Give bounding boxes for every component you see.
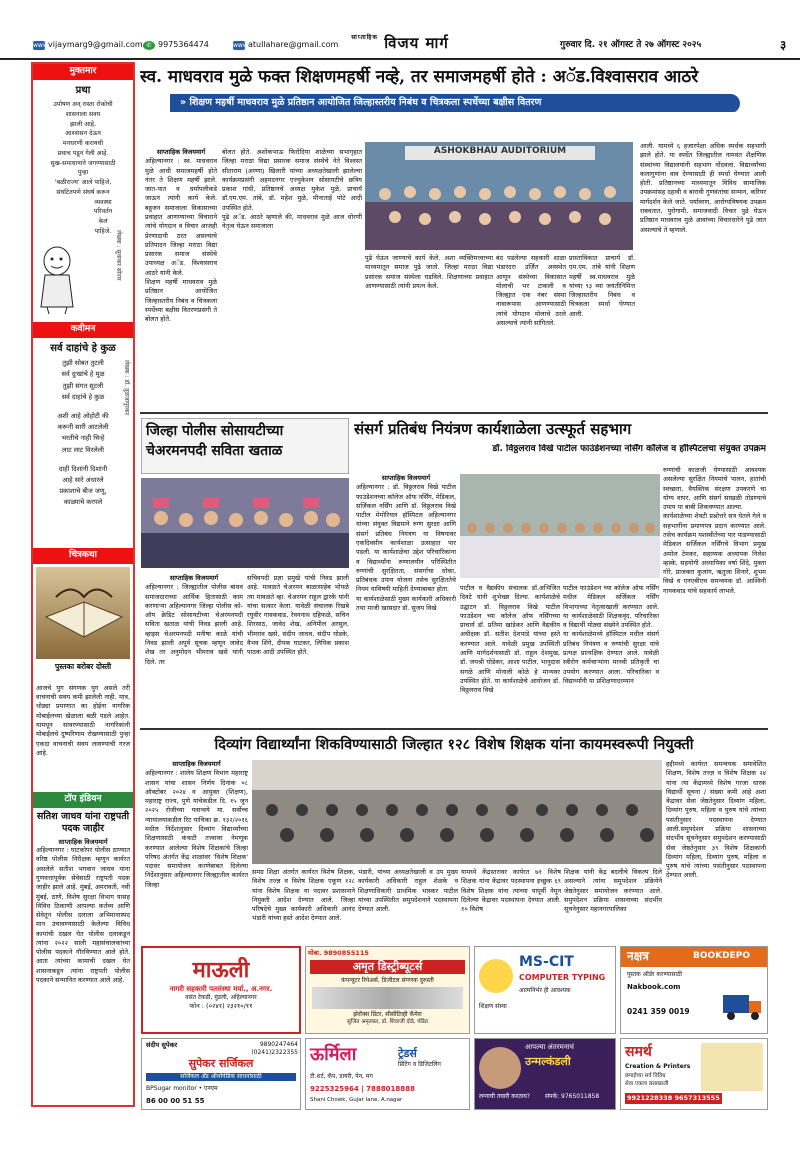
story2-column <box>247 574 349 726</box>
column-text: सचिवपदी प्रज्ञा प्रमुखे यांची निवड झाली आहे. मावळते चेअरमन बाळासाहेब भोपळे त्या मावळते व्हा. चेअरमन राहुल द्वारके यांनी यांचा सत्कार केला. यावेळी संचालक रिखबे रघुवीर गावकवाड, रेवननाथ दहिफळे, सचिन शिरसाठ, जावेद शेख, अनिमील अरसुल, भीमराव खसे, संदीप जाधव, संदीप घोडके, वैभव शिंगे, दीपक घाटकर, लिपिक प्रकाश पाठक आदी उपस्थित होते. <box>247 574 349 657</box>
poem-pratha <box>33 100 133 322</box>
ad-wedding[interactable] <box>474 1038 616 1110</box>
story1-headline-wrap <box>140 64 765 90</box>
poem-line: सर्व दुःखांचे हे मूळ <box>61 370 105 379</box>
email2-text: atullahare@gmail.com <box>248 40 339 49</box>
poem-line: संघटितपणे संघर्ष करून <box>56 188 110 196</box>
poem-line: झाली आहे, <box>69 120 97 128</box>
email2-item <box>233 40 338 51</box>
ad-line: टी.शर्ट, कॅप, डायरी, पेन, मग <box>310 1073 373 1080</box>
ad-line: पुस्तक ऑर्डर करण्यासाठी <box>627 971 682 978</box>
byline: साप्ताहिक विजयमार्ग <box>58 837 108 846</box>
ad-samarth-printers[interactable] <box>620 1038 768 1110</box>
ad-brand: आपल्या अंतरमनाचं <box>525 1043 574 1051</box>
poem-line: शासनाला सवय <box>65 110 101 118</box>
poem-line: आहे सारे अंधारले <box>62 475 104 484</box>
ad-line: शिक्षण संस्था <box>479 1003 507 1010</box>
book-image <box>36 567 130 659</box>
hall-audience-icon <box>252 760 662 864</box>
story1-column <box>496 254 566 410</box>
poem-line: तुझी संगत सुटली <box>62 381 104 390</box>
poem-line: व्यवस्था <box>94 198 112 206</box>
ad-brand: BOOKDEPO <box>693 951 751 961</box>
ad-mscit[interactable] <box>474 946 616 1034</box>
ad-brand: माऊली <box>192 957 250 983</box>
story2-headline-box <box>141 418 349 474</box>
poem-line: पाहिजे. <box>94 227 112 235</box>
byline-vertical: लेखक : सुधाकर सोनार <box>115 230 122 281</box>
column-text: अहिल्यानगर : जिल्ह्यातील पोलीस बांधव समाजदाराच्या आर्थिक हितासाठी काम करणाऱ्या अहिल्यानगर जिल्हा पोलीस को-ऑप क्रेडिट सोसायटीच्या चेअरमनपदी सविता खताळ यांची निवड झाली आहे. व्हाइस चेअरमनपदी मनीषा काळे यांची निवड झाली अपूर्व सूचक म्हणून जावेद शेख तर अनुमोदन भीमराव खसे यांनी दिले. तर <box>145 583 243 666</box>
byline: साप्ताहिक विजयमार्ग <box>169 574 219 582</box>
ad-brand: अमृत डिस्ट्रीब्यूटर्स <box>310 960 465 975</box>
ad-brand: नक्षत्र <box>627 949 649 963</box>
poem-title-pratha: प्रथा <box>75 84 91 96</box>
story1-column <box>365 254 493 410</box>
ad-phone: संपर्क: 9765011858 <box>545 1093 600 1100</box>
story4-column <box>358 868 458 942</box>
ad-phone: 9890247464 (0241)2322355 <box>251 1041 298 1056</box>
teachers-hall-photo <box>252 760 662 864</box>
section-band-muktmar: मुक्तमार <box>33 64 133 80</box>
story3-headline-wrap <box>354 418 766 440</box>
ad-address: Shani Chowk, Gujar lane, A.nagar <box>310 1097 403 1103</box>
ad-website: Nakbook.com <box>627 983 681 991</box>
byline: साप्ताहिक विजयमार्ग <box>381 474 431 482</box>
ad-phone: 86 00 00 51 55 <box>146 1097 205 1105</box>
whatsapp-icon: ✆ <box>143 41 155 50</box>
story4-column <box>564 868 662 942</box>
chitrakatha-text: आजचे युग संगणक युग असले तरी वाचनाची सवय कमी झालेली नाही. मात्र, थोड्या प्रमाणात का होईना नागरिक मोबाईलच्या खेळाला बळी पडले आहेत. यामधून सावरण्यासाठी नागरिकांनी मोबाईलचे दुष्परिणाम रोखण्यासाठी पुन्हा एकदा वाचनाची सवय लावण्याची गरज आहे. <box>36 683 130 757</box>
ad-brand: समर्थ <box>625 1044 652 1060</box>
award-photo <box>365 142 633 250</box>
poem-line: 'बळीराज्य' आले पाहिजे, <box>54 179 112 187</box>
image-caption: पुस्तका बरोबर दोस्ती <box>54 662 112 671</box>
column-text: रुग्णांची काळजी घेण्यासाठी आवश्यक असलेल्या सुरक्षित नियमांचे पालन, हातांची स्वच्छता, वैयक्तिक संरक्षण उपकरणे चा योग्य वापर, आणि संसर्ग साखळी तोडण्याचे उपाय या बाबी शिकवण्यात आल्या. कार्यशाळेच्या शेवटी प्रश्नोत्तरे सत्र घेतले गेले व सहभागींना प्रमाणपत्र प्रदान करण्यात आले. तसेच कार्यक्रम यशस्वीतेच्या पार पाडण्यासाठी मेडिकल सर्जिकल नर्सिंगचे विभाग प्रमुख अमोल टेमकर, सहाय्यक अध्यापक निलेश म्हस्के, सहयोगी अध्यापिका वर्षा शिंदे, मुक्ता गोरे, प्राजक्ता कुलांग, ऋतुजा शिनारे, शुभम विखे व एनएबीएच समन्वयक डॉ. आश्विनी गायकवाड यांचे सहकार्य लाभले. <box>663 466 766 595</box>
column-text: शिक्षक यांनी केंद्र बदलीचे विकल्प दिले असल्याने त्यांना समुपदेशन प्रक्रियेने जेष्ठतेनुसार समायोजन करण्यात आले. समुपदेशन प्रक्रिया शासनाच्या संदर्भीय सूचनेनुसार महानगरपालिका <box>564 868 662 914</box>
story3-column <box>356 474 456 726</box>
page-number: ३ <box>780 38 787 52</box>
poem-line: पुन्हा <box>77 169 89 177</box>
top-bar <box>0 0 800 60</box>
story2-column <box>145 574 243 726</box>
column-text: अहिल्यानगर : स्व. माधवराव मुळे आधी समाजमहर्षी होते नंतर ते शिक्षण महर्षी झाले. जात-पात व धर्मापलीकडे जाऊन त्यांनी कार्य केले. बहुजन समाजाला विकासाच्या प्रवाहात आणण्याच्या विचाराने त्यांचे योगदान व विचार आजही प्रेरणादायी ठरत असल्याचे प्रतिपादन जिल्हा मराठा विद्या प्रसारक समाज संस्थेचे उपाध्यक्ष अॅड. विश्वासराव आठरे यांनी केले. शिक्षण महर्षी माधवराव मुळे प्रतिष्ठान आयोजित जिल्हास्तरीय निबंध व चित्रकला स्पर्धेच्या बक्षीस वितरणप्रसंगी ते बोलत होते. <box>145 157 217 324</box>
section-band-chitrakatha: चित्रकथा <box>33 548 133 564</box>
column-text: आली. यामध्ये ६ हजारपेक्षा अधिक स्पर्धक सहभागी झाले होते. या स्पर्धेत जिल्ह्यातील नामवंत शैक्षणिक संस्थांच्या विद्यालयांनी सहभाग नोंदवला. विद्यार्थ्यांच्या कलागुणांना वाव देण्यासाठी ही स्पर्धा घेण्यात आली होती. प्रतिष्ठानच्या माध्यमातून विविध सामाजिक उपक्रमांसह दहावी व बारावी गुणवंतांचा सन्मान, करियर मार्गदर्शन केले जाते. पर्यावरण, आरोग्यविषयक उपक्रम राबवतात, पुरोगामी, समाजवादी विचार पुढे घेऊन प्रतिष्ठान माधवराव मुळे आवांच्या विचारधारेने पुढे जात असल्याचे ते म्हणाले. <box>640 142 766 234</box>
poem-line: करूनी सारी आटलेली <box>57 423 109 432</box>
ad-phone: 0241 359 0019 <box>627 1007 690 1016</box>
story3-column <box>663 466 766 726</box>
poem-line: भरतीचे नाही चिन्हे <box>61 434 105 443</box>
ad-line: लग्नाची तयारी करताय? <box>479 1093 530 1100</box>
story1-column <box>145 148 217 410</box>
masthead <box>335 34 465 54</box>
product-images <box>312 987 463 1009</box>
story2-headline: जिल्हा पोलीस सोसायटीच्या चेअरमनपदी सविता खताळ <box>146 423 284 460</box>
story1-column <box>222 148 362 410</box>
auditorium-sign: ASHOKBHAU AUDITORIUM <box>405 146 595 160</box>
byline: साप्ताहिक विजयमार्ग <box>156 148 206 156</box>
ad-line: सेवा एकाच छताखाली <box>625 1081 669 1087</box>
divider <box>140 728 768 730</box>
divider <box>140 412 768 414</box>
poem-line: दाही दिशांनी दिशांनी <box>58 464 108 473</box>
ad-supekar-surgical[interactable] <box>141 1038 301 1110</box>
web-icon: www <box>233 41 248 49</box>
logo-icon <box>479 959 513 993</box>
news-headline-satish: सतिश जाधव यांना राष्ट्रपती पदक जाहीर <box>36 810 130 834</box>
phone-text: 9975364474 <box>158 40 209 49</box>
ad-line: छपाईच्या सर्व विविध <box>625 1073 666 1079</box>
ad-nakshatra[interactable] <box>620 946 768 1034</box>
column-text: प्रास्ताविकात प्राचार्य डॉ. एम.एम. तांबे यांनी शिक्षण महर्षी स्व.माधवराव मुळे यांच्या ९३ व्या जयंतीनिमित्त जिल्हास्तरीय निबंध व चित्रकला स्पर्धा घेण्यात आली. <box>569 254 635 318</box>
poem-dah <box>33 358 133 548</box>
poem-title-dah: सर्व दाहांचे हे कुळ <box>50 342 116 354</box>
poem-line: लाट लाट विरलेली <box>62 445 104 454</box>
ad-line: BPSugar monitor • एनएम <box>146 1085 218 1092</box>
phone-item <box>143 40 209 51</box>
story3-column <box>563 474 659 726</box>
byline: साप्ताहिक विजयमार्ग <box>172 760 221 768</box>
poem-line: आश्वासन देऊन <box>65 130 101 138</box>
ad-line: प्रिंटिंग व डिजिटलिंग <box>398 1061 441 1068</box>
byline-vertical: लेखक : डॉ. तुळजापूरकर <box>123 360 130 416</box>
ad-line: कंपन्यूटर रिपेअर्स, डिजीटल संगणक दुरुस्ती <box>341 977 434 985</box>
story4-column <box>461 868 561 942</box>
satish-news-text: अहिल्यानगर : घाटकोपर पोलीस ठाण्यात वरिष्ठ पोलीस निरीक्षक म्हणून कार्यरत असलेले सतीश भगवान जाधव यांना गुणवत्तापूर्वक सेवेसाठी राष्ट्रपती पदक जाहीर झाले आहे. मुंबई, अमरावती, नवी मुंबई, ठाणे, विशेष सुरक्षा विभाग यासह विविध ठिकाणी आपल्या कर्तव्य आणि सेवेतून पोलीस दलाला अभिमानास्पद मान उंचावण्यासाठी केलेल्या विविध कामांची दखल घेत पोलीस दलाकडून त्यांना २०२२ साली महासंचालकांच्या पोलीस पदकाने गौरविण्यात आले होते. आता त्यांच्या कामाची दखल घेत शासनाकडून त्यांना राष्ट्रपती पोलीस पदकाने सन्मानित करण्यात आले आहे. <box>36 846 130 985</box>
ad-line: वसंत टेकडी, मुंडली, अहिल्यानगर <box>185 994 257 1002</box>
ad-brand: ऊर्मिला <box>310 1044 357 1065</box>
web-icon: www <box>33 41 48 49</box>
poem-line: प्रथाच पडून गेली आहे. <box>57 149 109 157</box>
column-text: यामध्ये केंद्रस्तरावर कार्यरत ७१ विशेष शिक्षक यांना केंद्रावर पदस्थापना इच्छुक ६९ विशेष शिक्षक यांना त्यांच्या यापूर्वी नेमून दिलेल्या केंद्रावर पदस्थापना देण्यात आली. १० विशेष <box>461 868 561 914</box>
story1-subheading: » शिक्षण महर्षी माधवराव मुळे प्रतिष्ठान आयोजित जिल्हास्तरीय निबंध व चित्रकला स्पर्धेच्या बक्षीस वितरण <box>170 94 740 112</box>
baby-photo <box>479 1047 521 1089</box>
story4-column <box>666 760 766 942</box>
ad-line: सुजित अमृतकर, डॉ. शिवाजी दोडे, पंडित <box>347 1018 428 1025</box>
column-text: समग्र शिक्षा अंतर्गत कार्यरत विशेष शिक्षक, विशेष तज्ज्ञ व विशेष शिक्षक एकूण १२८ यांना विशेष शिक्षक या पदावर प्रशासनाने नियुक्ती आदेश देण्यात आले. जिल्हा परिषदेचे मुख्य कार्यकारी अधिकारी आनंद भंडारी यांच्या हस्ते आदेश देण्यात आले. <box>252 868 355 923</box>
group-photo-icon <box>141 478 349 568</box>
story1-subheading-wrap <box>170 94 740 112</box>
ad-phone: 9225325964 | 7888018888 <box>310 1085 415 1093</box>
ad-phone: मोबा. 9890855115 <box>308 949 369 957</box>
print-services-list <box>701 1043 763 1091</box>
left-sidebar <box>31 62 135 1107</box>
story1-headline: स्व. माधवराव मुळे फक्त शिक्षणमहर्षी नव्हे, तर समाजमहर्षी होते : अॅड.विश्वासराव आठरे <box>140 67 699 87</box>
column-text: भंडारी, यांच्या अध्यक्षतेखाली व उप मुख्य कार्यकारी अधिकारी राहुल शेळके व शिक्षणाधिकारी प्राथमिक भास्कर पाटील यांच्या उपस्थितीत समुपदेशनाने पदस्थापना देण्यात आली. <box>358 868 458 914</box>
ad-line: आत्मनिर्भर ही आवश्यक <box>519 987 571 994</box>
ad-urmila-traders[interactable] <box>305 1038 470 1110</box>
story3-headline: संसर्ग प्रतिबंध नियंत्रण कार्यशाळेला उत्स्फूर्त सहभाग <box>354 420 632 438</box>
column-text: बोलत होते. अशोकभाऊ फिरोदिया शाळेच्या सभागृहात जिल्हा मराठा विद्या प्रसारक समाज संस्थेचे नेते विश्वस्त सीताराम (अण्णा) खिलारी यांच्या अध्यक्षतेखाली झालेल्या कार्यक्रमप्रसंगी अहमदनगर एज्युकेशन सोसायटीचे छत्रिय प्रकाश गांधी, प्रतिष्ठानचे अध्यक्ष मुकेश मुळे, प्राचार्य डॉ.एम.एम. तांबे, डॉ. महेश मुळे, मीनाताई पोटे आदी उपस्थित होते. पुढे अॅड. आठरे म्हणाले की, माधवराव मुळे आज धोरणी नेतृत्व घेऊन समाजाला <box>222 148 362 231</box>
story4-column <box>145 760 248 942</box>
story3-column <box>460 584 560 726</box>
ad-line: सर्जिकल अँड ऑर्थोपेडिक साधनांसाठी <box>146 1073 296 1081</box>
poem-line: मनधरणी करायची <box>62 140 104 148</box>
book-icon <box>36 567 132 653</box>
column-text: हद्दीमध्ये कार्यरत समन्वयक समावेशित शिक्षण, विशेष तज्ज्ञ व विशेष शिक्षक २४ यांना त्या केंद्रामध्ये विशेष गरजा धारक विद्यार्थी सूचना / संख्या कमी आहे अशा केंद्रावर सेवा जेष्ठतेनुसार दिव्यांग महिला, दिव्यांग पुरुष, महिला व पुरुष यांचे त्यांच्या पसंतीनुसार पदस्थापना देण्यात आली.समुपदेशन प्रक्रिया शासनाच्या संदर्भीय सूचनेनुसार समुपदेशन करण्यासाठी सेवा जेष्ठतेनुसार ३९ विशेष शिक्षकांनी दिव्यांग महिला, दिव्यांग पुरुष, महिला व पुरुष यांचे त्यांच्या पसंतीनुसार पदस्थापना देण्यात आली. <box>666 760 766 880</box>
poem-line: अशी आहे ओहोटी की <box>57 411 109 420</box>
ad-phone: 9921228338 9657313555 <box>627 1094 720 1102</box>
poem-line: उपोषण अन् रास्ता रोकोची <box>53 101 113 109</box>
ad-mauli[interactable] <box>141 946 301 1034</box>
story3-subheading: डॉ. विठ्ठलराव विखे पाटील फाउंडेशनच्या नर्सिंग कॉलेज व हॉस्पिटलचा संयुक्त उपक्रम <box>492 444 766 454</box>
poem-line: केलं <box>98 218 108 226</box>
ad-amrut-distributors[interactable] <box>305 946 470 1034</box>
poem-line: परिवर्तन <box>93 208 113 216</box>
story1-column <box>569 254 635 410</box>
column-text: अहिल्यानगर : शालेय शिक्षण विभाग महाराष्ट्र शासन यांचा शासन निर्णय दिनांक ०८ ऑक्टोबर २०२४ व आयुक्त (शिक्षण), महाराष्ट्र राज्य, पुणे यांचेकडील दि. १५ जुन २०२५ रोजीच्या पत्रान्वये मा. सर्वोच्च न्यायालयाकडील रिट याचिका क्र. १३२/२०१६ मधील निर्देशानुसार दिव्यांग विद्यार्थ्यांच्या शिक्षणासाठी कंत्राटी तत्त्वावर नेमणूक करण्यात आलेल्या विशेष शिक्षकांचे जिल्हा परिषद अंतर्गत केंद्र शाळांवर 'विशेष शिक्षक' पदावर समायोजन करणेबाबत दिलेल्या निर्देशानुसार अहिल्यानगर जिल्ह्यातील कार्यरत जिल्हा <box>145 769 248 889</box>
delivery-truck-icon <box>721 987 765 1023</box>
issue-date: गुरुवार दि. २१ ऑगस्ट ते २७ ऑगस्ट २०२५ <box>560 40 702 50</box>
ad-line: झेरॉक्स प्रिंटर, सीसीटिव्ही कॅमेरा <box>353 1011 422 1018</box>
poem-line: काळ्याचे करपले <box>63 498 103 507</box>
poem-line: तुझी सोबत तुटली <box>62 359 104 368</box>
ad-brand: ट्रेडर्स <box>398 1047 417 1060</box>
story4-headline-wrap <box>140 733 768 757</box>
column-text: पाटील व वैद्यकीय संचालक डॉ.अभिजित दिवटे यांनी शुभेच्छा दिल्या. कार्यशाळेचे उद्घाटन डॉ. विठ्ठलराव विखे पाटील फाउंडेशन च्या कॉलेज ऑफ नर्सिंगच्या प्राचार्य डॉ. प्रतिमा खांडेकर आणि वैद्यकीय अधीक्षक डॉ. सतीश देशपांडे यांच्या हस्ते करण्यात आले. यावेळी प्रमुख उपस्थिती आणि मार्गदर्शनासाठी डॉ. राहुल देशमुख, डॉ. जयश्री घोडेकर, आशा पाटील, भानुदास सगळे आणि मोनाली कोळे हे मान्यवर उपस्थित होते. या कार्यशाळेचे आयोजन डॉ. विठ्ठलराव विखे <box>460 584 560 695</box>
email-item <box>33 40 143 51</box>
ad-tagline: COMPUTER TYPING <box>519 973 606 982</box>
section-band-kaviman: कवीमन <box>33 322 133 338</box>
ad-brand: सुपेकर सर्जिकल <box>188 1057 254 1070</box>
crowd-photo-icon <box>365 142 633 250</box>
poem-line: सर्व दाहांचे हे कुळ <box>61 392 105 401</box>
masthead-small: साप्ताहिक <box>351 34 378 41</box>
ad-brand: Creation & Printers <box>625 1063 691 1070</box>
ad-line: नागरी सहकारी पतसंस्था मर्या., अ.नगर. <box>169 985 273 994</box>
ad-owner: संदीप सुपेकर <box>146 1041 178 1049</box>
section-band-top-indian: टॉप इंडियन <box>33 792 133 808</box>
cartoon-figure-icon <box>37 245 81 315</box>
story4-column <box>252 868 355 942</box>
police-society-photo <box>141 478 349 568</box>
column-text: बंद पडलेल्या सहकारी शाळा भंडारदरा उर्जित अवस्थेत आणून संस्थेच्या विकासात मोलाची भर टाकली व जिल्ह्यात एक नंबर संस्था नावारूपास आणण्यासाठी त्यांचे योगदान मोलाचे ठरले असल्याचे त्यांनी सांगितले. <box>496 254 566 327</box>
masthead-title: विजय मार्ग <box>384 34 449 52</box>
email-text: vijaymarg9@gmail.com <box>48 40 143 49</box>
column-text: अहिल्यानगर : डॉ. विठ्ठलराव विखे पाटील फाउंडेशनच्या कॉलेज ऑफ नर्सिंग, मेडिकल, सर्जिकल नर्सिंग आणि डॉ. विठ्ठलराव विखे पाटील मेमोरियल हॉस्पिटल अहिल्यानगर यांच्या संयुक्त विद्यमाने रुग्ण सुरक्षा आणि संसर्ग प्रतिबंध नियंत्रण या विषयावर एकदिवसीय कार्यशाळा उत्साहात पार पडली. या कार्यशाळेचा उद्देश परिचारिकांना व विद्यार्थ्यांना रुग्णालयीन परिस्थितीत रुग्णांची सुरक्षितता, संसर्गाचा धोका, प्रतिबंधक उपाय योजना तसेच सुरक्षिततेचे नियम याविषयी माहिती देण्याबाबत होता. या कार्यशाळेसाठी मुख्य कार्यकारी अधिकारी तथा माजी खासदार डॉ. सुजय विखे <box>356 483 456 612</box>
ad-phone: फोन : (०२४१) २३२१०/११ <box>189 1002 253 1011</box>
ad-brand: MS-CIT <box>519 954 574 970</box>
column-text: पुढे घेऊन जाण्याचे कार्य केले. अशा व्यक्तिमत्त्वाच्या माध्यमातून समाज पुढे जातो. जिल्हा मराठा विद्या प्रसारक समाज संस्थेला घडविले. शिक्षणाच्या प्रवाहात आणण्यासाठी त्यांनी प्रयत्न केले. <box>365 254 493 290</box>
ad-brand: उन्मल्कंडली <box>525 1055 571 1068</box>
column-text: पाटील फाउंडेशन च्या कॉलेज ऑफ नर्सिंग मधील मेडिकल सर्जिकल नर्सिंग विभागाच्या नेतृत्वाखाली करण्यात आले. या कार्यशाळेसाठी शिक्षकवृंद, परिचारिका व विद्यार्थी मोठ्या संख्येने उपस्थित होते. या कार्यशाळेमध्ये हॉस्पिटल मधील संसर्ग प्रतिबंध नियंत्रण व रुग्णांची सुरक्षा यांचे प्रत्यक्ष प्रात्यक्षिक देण्यात आले. यावेळी स्त्रीरोग कर्मचाऱ्यांना मानवी प्रतिकृती चा उपयोग करण्यात आला. परिचारिका व विद्यार्थ्यांनी या प्रशिक्षणादरम्यान <box>563 584 659 685</box>
poem-line: प्रकाशाचे बीज जणू, <box>59 487 107 496</box>
story1-column <box>640 142 766 410</box>
poem-line: सुख-समाधानाने जगण्यासाठी <box>50 159 116 167</box>
story4-headline: दिव्यांग विद्यार्थ्यांना शिकविण्यासाठी जिल्हात १२८ विशेष शिक्षक यांना कायमस्वरूपी नियुक्ती <box>214 736 694 753</box>
